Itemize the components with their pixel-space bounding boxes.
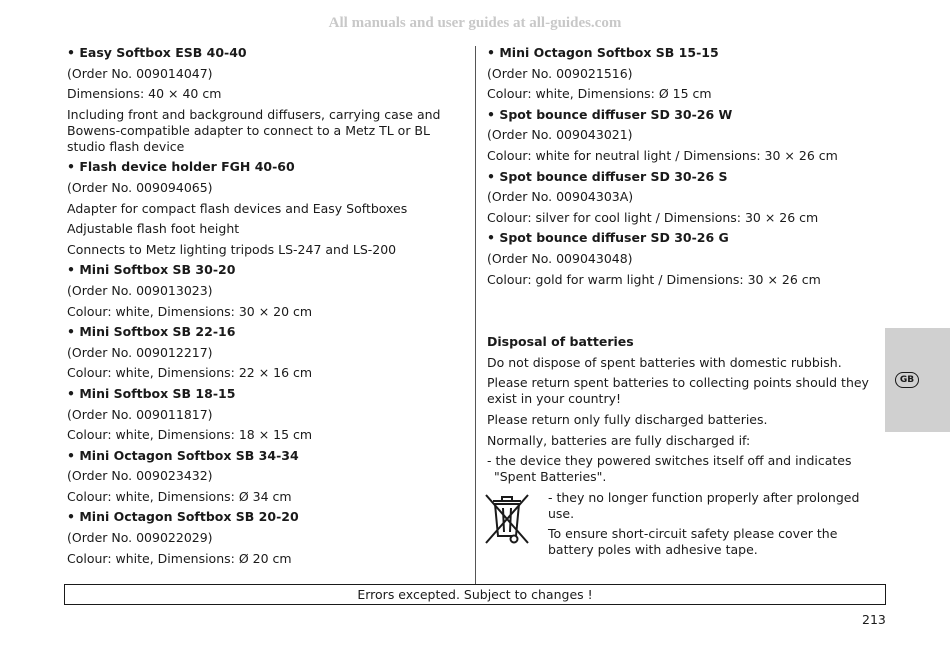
item-detail: (Order No. 009021516) xyxy=(487,65,633,81)
item-heading: • Flash device holder FGH 40-60 xyxy=(67,159,295,175)
item-detail: Including front and background diffusers, carrying case and Bowens-compatible adapter to connect to a Metz TL or BL studio flash device xyxy=(67,106,441,154)
item-detail: Colour: gold for warm light / Dimensions: 30 × 26 cm xyxy=(487,271,821,287)
item-detail: Adapter for compact flash devices and Easy Softboxes xyxy=(67,200,408,216)
disposal-icon-block xyxy=(487,490,879,559)
item-detail: Colour: white, Dimensions: 18 × 15 cm xyxy=(67,427,313,443)
item-detail: (Order No. 009012217) xyxy=(67,344,213,360)
item-heading: • Mini Softbox SB 30-20 xyxy=(67,262,236,278)
item-detail: Colour: white, Dimensions: 22 × 16 cm xyxy=(67,365,313,381)
disposal-note: To ensure short-circuit safety please cover the battery poles with adhesive tape. xyxy=(548,526,838,558)
item-detail: Connects to Metz lighting tripods LS-247 and LS-200 xyxy=(67,241,397,257)
crossed-out-wheelie-bin-icon xyxy=(483,492,531,546)
item-heading: • Mini Octagon Softbox SB 20-20 xyxy=(67,509,299,525)
disposal-paragraph: Do not dispose of spent batteries with domestic rubbish. xyxy=(487,354,842,370)
disposal-bullet: - they no longer function properly after prolonged use. xyxy=(548,489,860,521)
item-detail: (Order No. 009023432) xyxy=(67,468,213,484)
item-detail: (Order No. 00904303A) xyxy=(487,189,634,205)
section-gap xyxy=(487,292,879,334)
item-detail: Colour: white, Dimensions: Ø 20 cm xyxy=(67,550,292,566)
item-heading: • Easy Softbox ESB 40-40 xyxy=(67,45,247,60)
right-column xyxy=(487,45,879,563)
item-heading: • Mini Softbox SB 18-15 xyxy=(67,385,236,401)
item-heading: • Spot bounce diffuser SD 30-26 G xyxy=(487,230,729,246)
disposal-bullet: - the device they powered switches itself off and indicates "Spent Batteries". xyxy=(487,453,852,485)
disposal-heading: Disposal of batteries xyxy=(487,334,634,350)
item-detail: Dimensions: 40 × 40 cm xyxy=(67,86,222,102)
language-badge: GB xyxy=(895,372,919,388)
item-detail: (Order No. 009022029) xyxy=(67,530,213,546)
disposal-paragraph: Normally, batteries are fully discharged if: xyxy=(487,432,751,448)
accessory-list-right xyxy=(487,45,879,288)
page-number: 213 xyxy=(862,612,886,627)
item-detail: Colour: white, Dimensions: 30 × 20 cm xyxy=(67,303,313,319)
item-heading: • Mini Octagon Softbox SB 15-15 xyxy=(487,45,719,60)
item-detail: Colour: white, Dimensions: Ø 34 cm xyxy=(67,488,292,504)
item-detail: (Order No. 009094065) xyxy=(67,179,213,195)
item-detail: Colour: silver for cool light / Dimensions: 30 × 26 cm xyxy=(487,209,819,225)
item-detail: (Order No. 009013023) xyxy=(67,282,213,298)
item-heading: • Mini Octagon Softbox SB 34-34 xyxy=(67,447,299,463)
item-detail: Colour: white, Dimensions: Ø 15 cm xyxy=(487,86,712,102)
item-detail: (Order No. 009043048) xyxy=(487,250,633,266)
item-detail: (Order No. 009014047) xyxy=(67,65,213,81)
item-heading: • Spot bounce diffuser SD 30-26 S xyxy=(487,168,728,184)
item-detail: (Order No. 009011817) xyxy=(67,406,213,422)
column-divider xyxy=(475,46,476,584)
disposal-paragraph: Please return spent batteries to collecting points should they exist in your country! xyxy=(487,375,869,407)
disposal-section xyxy=(487,334,879,558)
left-column xyxy=(67,45,462,571)
disposal-icon-text xyxy=(548,490,879,559)
item-heading: • Mini Softbox SB 22-16 xyxy=(67,324,236,340)
footer-notice: Errors excepted. Subject to changes ! xyxy=(64,584,886,605)
item-detail: (Order No. 009043021) xyxy=(487,127,633,143)
watermark: All manuals and user guides at all-guides.com xyxy=(328,15,622,31)
disposal-paragraph: Please return only fully discharged batteries. xyxy=(487,411,768,427)
item-heading: • Spot bounce diffuser SD 30-26 W xyxy=(487,106,733,122)
item-detail: Colour: white for neutral light / Dimensions: 30 × 26 cm xyxy=(487,147,838,163)
item-detail: Adjustable flash foot height xyxy=(67,221,240,237)
